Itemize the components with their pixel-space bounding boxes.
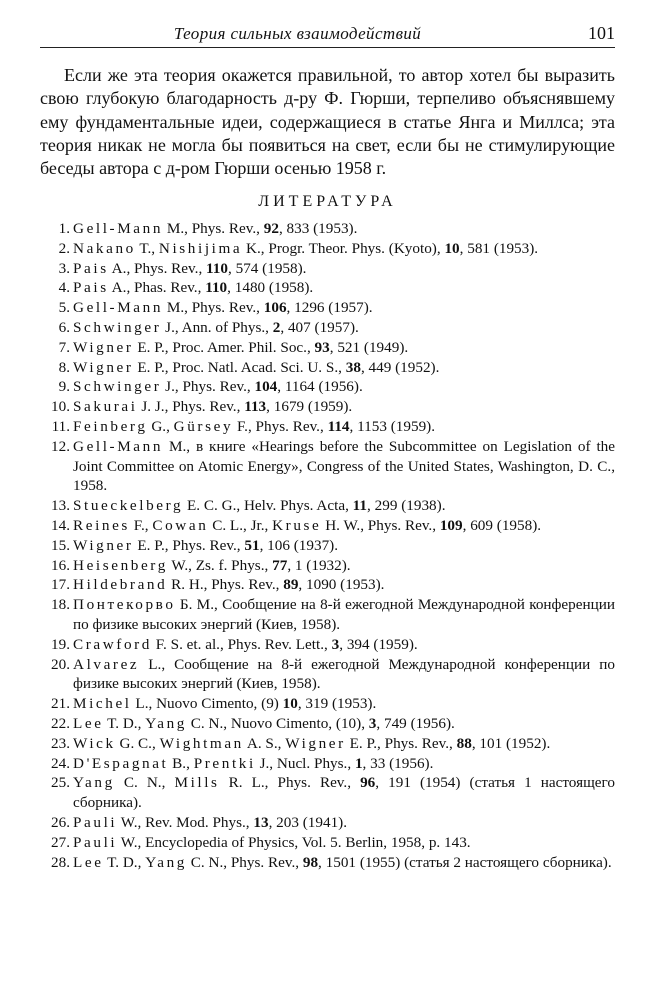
reference-text: E. P., Phys. Rev., — [345, 734, 457, 752]
reference-text: T. D., — [103, 714, 146, 732]
reference-text: W., Encyclopedia of Physics, Vol. 5. Berlin, 1958, p. 143. — [117, 833, 471, 851]
reference-item — [40, 358, 615, 378]
reference-text: , 833 (1953). — [278, 220, 358, 237]
reference-text: , 581 (1953). — [459, 239, 539, 257]
body-text — [40, 64, 615, 180]
reference-author: Feinberg — [73, 417, 148, 435]
reference-author: Nakano — [73, 239, 136, 257]
reference-volume: 88 — [456, 734, 472, 752]
reference-item — [40, 853, 615, 873]
reference-text: , 191 (1954) (статья 1 настоящего сборника). — [73, 774, 615, 812]
reference-text: C. L., Jr., — [208, 516, 273, 534]
reference-volume: 2 — [272, 318, 281, 336]
reference-author: Nishijima — [158, 239, 243, 257]
reference-text: , 521 (1949). — [329, 338, 409, 356]
reference-text: , 449 (1952). — [360, 358, 440, 376]
page-number: 101 — [588, 23, 615, 43]
running-title: Теория сильных взаимодействий — [173, 24, 422, 43]
reference-number: 25. — [51, 774, 70, 792]
reference-text: , 106 (1937). — [259, 536, 339, 554]
reference-author: Wigner — [73, 536, 134, 554]
reference-text: , 1153 (1959). — [349, 417, 436, 435]
reference-author: Stueckelberg — [73, 497, 184, 515]
reference-text: J., Phys. Rev., — [161, 378, 255, 396]
reference-text: W., Zs. f. Phys., — [167, 556, 273, 574]
reference-text: , 574 (1958). — [228, 259, 307, 277]
reference-text: T., — [135, 239, 159, 257]
reference-text: F., Phys. Rev., — [233, 417, 328, 435]
reference-author: D'Espagnat — [73, 754, 169, 772]
reference-author: Wigner — [73, 358, 134, 376]
reference-text: K., Progr. Theor. Phys. (Kyoto), — [242, 239, 445, 257]
reference-number: 10. — [51, 398, 70, 416]
reference-text: L., Сообщение на 8-й ежегодной Международной конференции по физике высоких энергий (Киев, 1958). — [73, 655, 615, 693]
reference-number: 19. — [51, 635, 70, 653]
reference-text: M., в книге «Hearings before the Subcommittee on Legislation of the Joint Committee on Atomic Energy», Congress of the United States, Washington, D. C., 1958. — [73, 437, 615, 495]
reference-number: 24. — [51, 754, 70, 772]
reference-author: Mills — [174, 774, 220, 792]
reference-text: , 1 (1932). — [287, 556, 351, 574]
reference-text: , 394 (1959). — [339, 635, 418, 653]
reference-item — [40, 496, 615, 516]
reference-number: 27. — [51, 833, 70, 851]
reference-author: Kruse — [272, 516, 322, 534]
reference-text: A. S., — [243, 734, 286, 752]
reference-author: Hildebrand — [73, 576, 168, 594]
reference-author: Yang — [73, 774, 115, 792]
reference-author: Pais — [73, 279, 109, 297]
reference-text: R. L., Phys. Rev., — [219, 774, 361, 792]
reference-volume: 109 — [439, 516, 463, 534]
reference-text: , 1679 (1959). — [266, 398, 353, 416]
reference-volume: 113 — [244, 398, 267, 416]
reference-author: Понтекорво — [73, 596, 176, 614]
reference-text: , 609 (1958). — [462, 516, 542, 534]
reference-number: 28. — [51, 853, 70, 871]
reference-text: , 1296 (1957). — [286, 299, 373, 317]
reference-volume: 104 — [254, 378, 278, 396]
reference-item — [40, 694, 615, 714]
reference-text: H. W., Phys. Rev., — [321, 516, 440, 534]
reference-text: , 33 (1956). — [362, 754, 434, 772]
reference-author: Yang — [145, 853, 187, 871]
reference-author: Reines — [73, 516, 130, 534]
reference-text: E. P., Phys. Rev., — [133, 536, 245, 554]
reference-text: M., Phys. Rev., — [163, 220, 264, 237]
reference-number: 2. — [58, 239, 70, 257]
reference-item — [40, 298, 615, 318]
reference-item — [40, 655, 615, 695]
reference-number: 6. — [58, 318, 70, 336]
reference-text: C. N., Phys. Rev., — [186, 853, 303, 871]
reference-volume: 96 — [360, 774, 376, 792]
reference-number: 20. — [51, 655, 70, 673]
closing-paragraph: Если же эта теория окажется правильной, то автор хотел бы выразить свою глубокую благодарность д-ру Ф. Гюрши, терпеливо объяснявшему ему фундаментальные идеи, содержащиеся в статье Янга и Миллса; эта теория никак не могла бы появиться на свет, если бы не стимулирующие беседы автора с д-ром Гюрши осенью 1958 г. — [40, 65, 615, 179]
header-rule — [40, 47, 615, 48]
reference-text: , 319 (1953). — [297, 695, 377, 713]
reference-number: 16. — [51, 556, 70, 574]
reference-text: E. C. G., Helv. Phys. Acta, — [183, 497, 353, 515]
reference-number: 23. — [51, 734, 70, 752]
reference-item — [40, 595, 615, 635]
reference-author: Wightman — [159, 734, 244, 752]
reference-text: F. S. et. al., Phys. Rev. Lett., — [152, 635, 332, 653]
reference-item — [40, 734, 615, 754]
reference-number: 3. — [58, 259, 70, 277]
reference-item — [40, 754, 615, 774]
reference-text: , 749 (1956). — [376, 714, 455, 732]
reference-volume: 10 — [444, 239, 460, 257]
reference-number: 12. — [51, 437, 70, 455]
reference-author: Pauli — [73, 833, 118, 851]
reference-text: E. P., Proc. Amer. Phil. Soc., — [133, 338, 315, 356]
page-header — [40, 22, 615, 46]
reference-text: F., — [129, 516, 153, 534]
reference-text: J., Ann. of Phys., — [161, 318, 273, 336]
reference-text: A., Phys. Rev., — [108, 259, 207, 277]
reference-item — [40, 278, 615, 298]
reference-volume: 93 — [314, 338, 330, 356]
reference-author: Prentki — [193, 754, 256, 772]
reference-volume: 38 — [345, 358, 361, 376]
reference-number: 4. — [58, 279, 70, 297]
reference-author: Gell-Mann — [73, 220, 164, 237]
reference-author: Heisenberg — [73, 556, 168, 574]
reference-text: E. P., Proc. Natl. Acad. Sci. U. S., — [133, 358, 346, 376]
reference-text: , 407 (1957). — [280, 318, 359, 336]
reference-author: Lee — [73, 714, 104, 732]
reference-volume: 10 — [282, 695, 298, 713]
reference-volume: 13 — [253, 813, 269, 831]
reference-item — [40, 575, 615, 595]
reference-number: 17. — [51, 576, 70, 594]
reference-text: , 1501 (1955) (статья 2 настоящего сборника). — [318, 853, 612, 871]
reference-author: Cowan — [152, 516, 209, 534]
reference-author: Crawford — [73, 635, 152, 653]
reference-author: Schwinger — [73, 378, 162, 396]
reference-item — [40, 833, 615, 853]
reference-item — [40, 536, 615, 556]
reference-text: L., Nuovo Cimento, (9) — [131, 695, 283, 713]
reference-number: 18. — [51, 596, 70, 614]
reference-author: Pauli — [73, 813, 118, 831]
reference-number: 15. — [51, 536, 70, 554]
reference-text: C. N., Nuovo Cimento, (10), — [186, 714, 369, 732]
reference-number: 13. — [51, 497, 70, 515]
reference-volume: 3 — [368, 714, 377, 732]
reference-volume: 3 — [331, 635, 340, 653]
reference-text: , 203 (1941). — [268, 813, 348, 831]
reference-item — [40, 338, 615, 358]
reference-item — [40, 219, 615, 239]
reference-text: W., Rev. Mod. Phys., — [117, 813, 254, 831]
reference-item — [40, 318, 615, 338]
reference-author: Michel — [73, 695, 132, 713]
reference-number: 21. — [51, 695, 70, 713]
reference-volume: 77 — [272, 556, 288, 574]
reference-author: Wigner — [73, 338, 134, 356]
reference-author: Gell-Mann — [73, 299, 164, 317]
reference-volume: 51 — [244, 536, 260, 554]
reference-author: Wigner — [285, 734, 346, 752]
reference-text: , 299 (1938). — [367, 497, 446, 515]
references-heading: ЛИТЕРАТУРА — [258, 193, 397, 210]
reference-number: 26. — [51, 813, 70, 831]
reference-author: Pais — [73, 259, 109, 277]
reference-volume: 92 — [263, 220, 279, 237]
reference-item — [40, 714, 615, 734]
reference-author: Schwinger — [73, 318, 162, 336]
reference-number: 8. — [58, 358, 70, 376]
reference-volume: 98 — [302, 853, 319, 871]
reference-author: Gürsey — [173, 417, 234, 435]
reference-item — [40, 417, 615, 437]
reference-item — [40, 239, 615, 259]
reference-text: Б. М., Сообщение на 8-й ежегодной Международной конференции по физике высоких энергий (Киев, 1958). — [73, 596, 615, 633]
reference-volume: 114 — [327, 417, 350, 435]
reference-text: J., Nucl. Phys., — [255, 754, 355, 772]
reference-text: , 1480 (1958). — [227, 279, 314, 297]
reference-text: A., Phas. Rev., — [108, 279, 206, 297]
reference-text: R. H., Phys. Rev., — [167, 576, 284, 594]
reference-volume: 1 — [354, 754, 363, 772]
reference-item — [40, 437, 615, 496]
reference-author: Wick — [73, 734, 116, 752]
reference-item — [40, 516, 615, 536]
reference-volume: 110 — [206, 259, 228, 277]
reference-volume: 110 — [205, 279, 228, 297]
reference-list — [40, 219, 615, 872]
reference-text: T. D., — [103, 853, 146, 871]
reference-volume: 89 — [283, 576, 299, 594]
reference-author: Alvarez — [73, 655, 140, 673]
reference-item — [40, 259, 615, 279]
reference-author: Yang — [145, 714, 187, 732]
reference-text: , 101 (1952). — [471, 734, 551, 752]
reference-item — [40, 377, 615, 397]
reference-number: 1. — [58, 220, 70, 237]
reference-item — [40, 556, 615, 576]
reference-text: J. J., Phys. Rev., — [137, 398, 245, 416]
reference-number: 14. — [51, 516, 70, 534]
reference-volume: 11 — [352, 497, 368, 515]
reference-author: Sakurai — [73, 398, 138, 416]
reference-text: B., — [168, 754, 194, 772]
reference-item — [40, 773, 615, 813]
reference-number: 11. — [51, 417, 70, 435]
reference-text: G., — [147, 417, 174, 435]
reference-number: 7. — [58, 338, 70, 356]
reference-text: M., Phys. Rev., — [163, 299, 264, 317]
reference-text: , 1164 (1956). — [277, 378, 363, 396]
reference-number: 9. — [58, 378, 70, 396]
reference-text: C. N., — [114, 774, 175, 792]
reference-author: Gell-Mann — [73, 437, 164, 455]
reference-number: 22. — [51, 714, 70, 732]
reference-number: 5. — [58, 299, 70, 317]
reference-item — [40, 813, 615, 833]
reference-author: Lee — [73, 853, 104, 871]
reference-text: G. C., — [115, 734, 160, 752]
reference-volume: 106 — [263, 299, 287, 317]
reference-item — [40, 635, 615, 655]
reference-text: , 1090 (1953). — [298, 576, 385, 594]
reference-item — [40, 397, 615, 417]
